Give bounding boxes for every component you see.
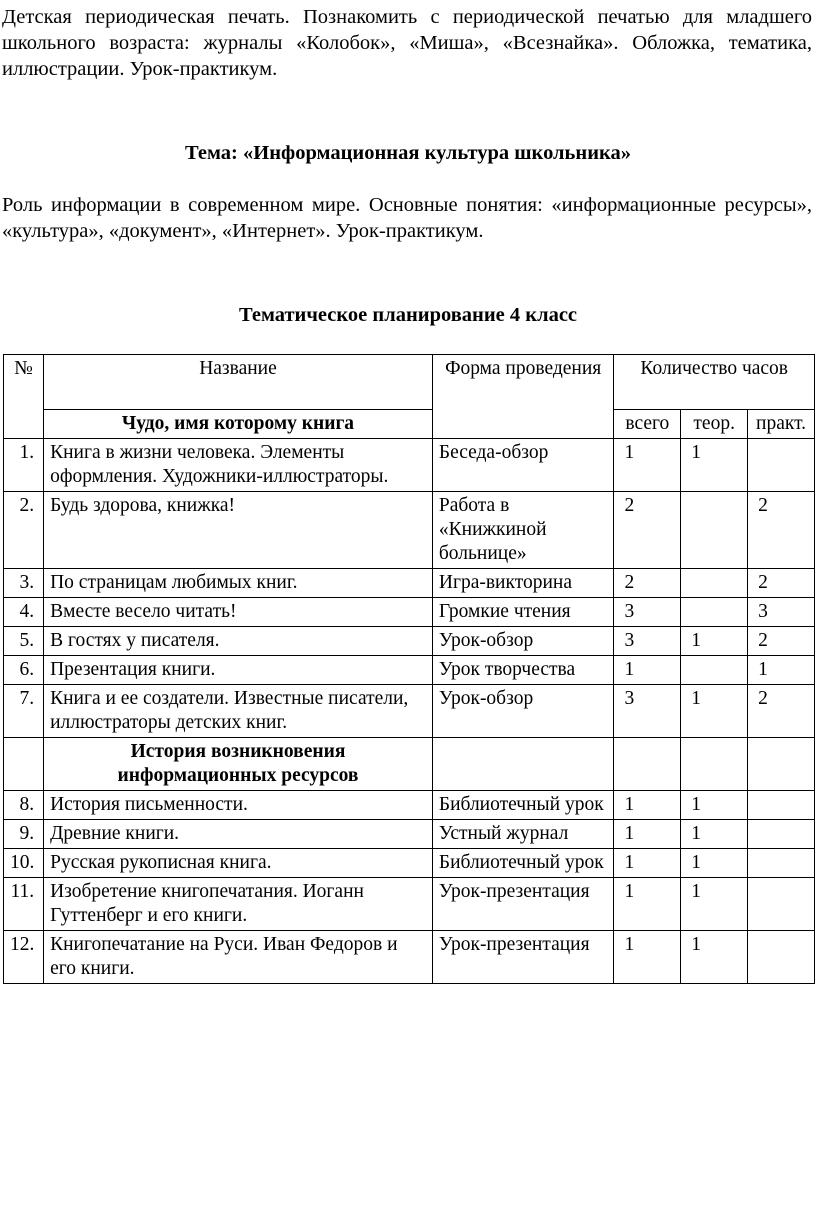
row-name: Книгопечатание на Руси. Иван Федоров и его книги. [44, 931, 433, 984]
row-form: Игра-викторина [432, 569, 614, 598]
row-name: Будь здорова, книжка! [44, 492, 433, 569]
row-practice: 2 [748, 492, 815, 569]
table-row [4, 878, 815, 931]
topic-heading: Тема: «Информационная культура школьника» [184, 142, 632, 164]
row-all: 1 [614, 931, 681, 984]
row-practice: 2 [748, 569, 815, 598]
row-theory: 1 [681, 685, 748, 738]
row-form: Громкие чтения [432, 598, 614, 627]
topic-paragraph: Роль информации в современном мире. Основные понятия: «информационные ресурсы», «культура», «документ», «Интернет». Урок-практикум. [2, 194, 812, 242]
section-title-2: История возникновения информационных ресурсов [44, 738, 433, 791]
row-practice [748, 439, 815, 492]
row-all: 1 [614, 439, 681, 492]
row-all: 1 [614, 791, 681, 820]
row-form: Работа в «Книжкиной больнице» [432, 492, 614, 569]
row-name: В гостях у писателя. [44, 627, 433, 656]
row-num: 11. [4, 878, 44, 931]
row-form: Урок-обзор [432, 685, 614, 738]
section-row-2 [4, 738, 815, 791]
row-theory: 1 [681, 791, 748, 820]
section-theory-empty [681, 738, 748, 791]
section-all-empty [614, 738, 681, 791]
row-practice: 3 [748, 598, 815, 627]
row-form: Библиотечный урок [432, 849, 614, 878]
row-theory: 1 [681, 849, 748, 878]
row-num: 9. [4, 820, 44, 849]
row-form: Беседа-обзор [432, 439, 614, 492]
table-row [4, 627, 815, 656]
row-all: 2 [614, 492, 681, 569]
row-form: Урок-презентация [432, 878, 614, 931]
header-num: № [4, 355, 44, 439]
row-theory [681, 598, 748, 627]
row-all: 1 [614, 820, 681, 849]
table-row [4, 820, 815, 849]
row-num: 3. [4, 569, 44, 598]
row-name: История письменности. [44, 791, 433, 820]
intro-paragraph: Детская периодическая печать. Познакомить с периодической печатью для младшего школьного возраста: журналы «Колобок», «Миша», «Всезнайка». Обложка, тематика, иллюстрации. Урок-практикум. [2, 6, 812, 80]
row-all: 1 [614, 849, 681, 878]
table-row [4, 656, 815, 685]
row-name: Вместе весело читать! [44, 598, 433, 627]
row-name: Книга в жизни человека. Элементы оформления. Художники-иллюстраторы. [44, 439, 433, 492]
row-practice [748, 849, 815, 878]
table-row [4, 439, 815, 492]
row-form: Устный журнал [432, 820, 614, 849]
row-theory: 1 [681, 820, 748, 849]
row-name: Презентация книги. [44, 656, 433, 685]
table-row [4, 931, 815, 984]
header-name: Название [44, 355, 433, 410]
row-practice: 2 [748, 685, 815, 738]
row-all: 3 [614, 598, 681, 627]
header-hours: Количество часов [614, 355, 815, 410]
row-theory: 1 [681, 627, 748, 656]
thematic-plan-table [3, 354, 815, 984]
table-row [4, 791, 815, 820]
section-num-empty [4, 738, 44, 791]
row-all: 3 [614, 685, 681, 738]
row-theory: 1 [681, 931, 748, 984]
row-practice [748, 931, 815, 984]
table-row [4, 685, 815, 738]
row-num: 1. [4, 439, 44, 492]
subheader-all: всего [614, 410, 681, 439]
row-form: Урок-презентация [432, 931, 614, 984]
table-row [4, 569, 815, 598]
plan-heading: Тематическое планирование 4 класс [238, 304, 578, 326]
row-form: Урок творчества [432, 656, 614, 685]
row-all: 1 [614, 656, 681, 685]
subheader-theory: теор. [681, 410, 748, 439]
row-num: 12. [4, 931, 44, 984]
row-name: Русская рукописная книга. [44, 849, 433, 878]
section-title-1: Чудо, имя которому книга [44, 410, 433, 439]
row-theory [681, 569, 748, 598]
subheader-practice: практ. [748, 410, 815, 439]
row-practice [748, 820, 815, 849]
row-practice [748, 791, 815, 820]
row-num: 2. [4, 492, 44, 569]
section-row-1 [4, 410, 815, 439]
row-num: 6. [4, 656, 44, 685]
row-form: Урок-обзор [432, 627, 614, 656]
row-num: 8. [4, 791, 44, 820]
header-form: Форма проведения [432, 355, 614, 439]
row-name: Книга и ее создатели. Известные писатели, иллюстраторы детских книг. [44, 685, 433, 738]
row-num: 10. [4, 849, 44, 878]
row-theory [681, 492, 748, 569]
row-all: 2 [614, 569, 681, 598]
row-theory: 1 [681, 878, 748, 931]
section-practice-empty [748, 738, 815, 791]
row-practice: 2 [748, 627, 815, 656]
table-row [4, 598, 815, 627]
row-num: 4. [4, 598, 44, 627]
table-row [4, 849, 815, 878]
row-theory [681, 656, 748, 685]
table-header-row [4, 355, 815, 410]
row-practice: 1 [748, 656, 815, 685]
table-row [4, 492, 815, 569]
row-name: По страницам любимых книг. [44, 569, 433, 598]
row-theory: 1 [681, 439, 748, 492]
row-practice [748, 878, 815, 931]
row-name: Изобретение книгопечатания. Иоганн Гуттенберг и его книги. [44, 878, 433, 931]
row-num: 7. [4, 685, 44, 738]
row-all: 3 [614, 627, 681, 656]
row-name: Древние книги. [44, 820, 433, 849]
row-all: 1 [614, 878, 681, 931]
row-form: Библиотечный урок [432, 791, 614, 820]
row-num: 5. [4, 627, 44, 656]
section-form-empty [432, 738, 614, 791]
